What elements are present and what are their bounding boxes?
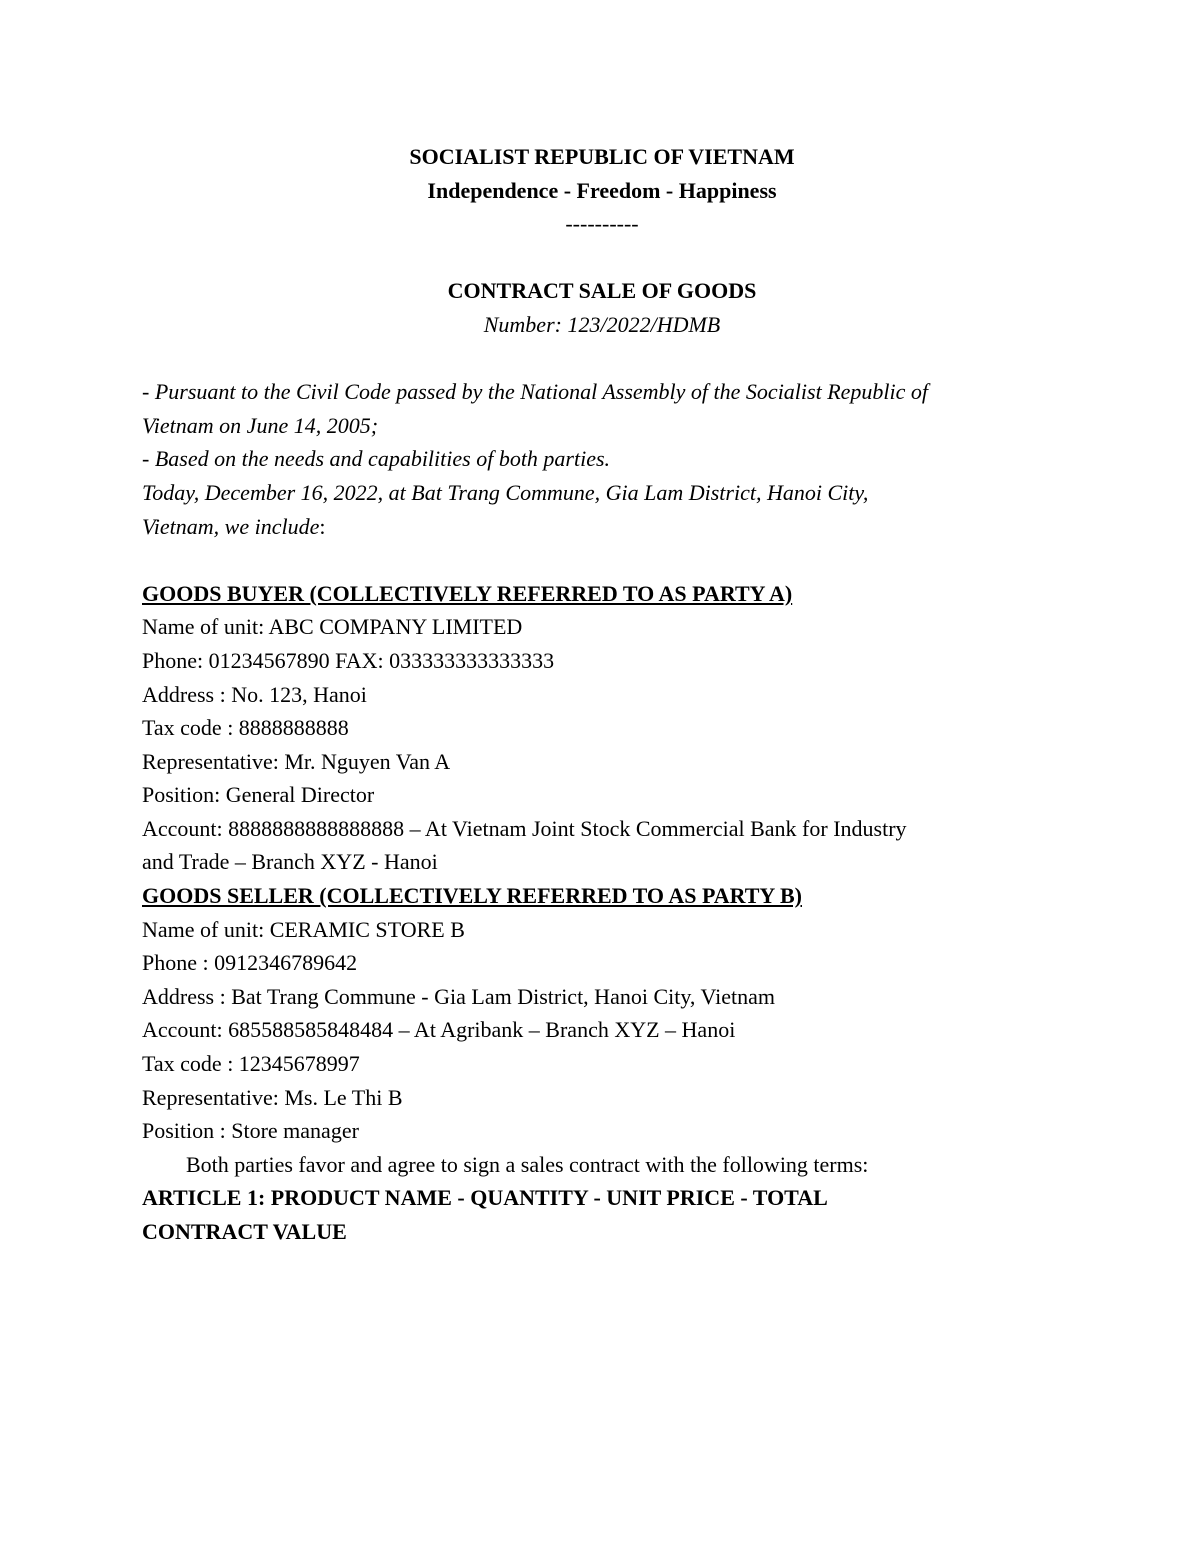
contract-document xyxy=(142,140,1062,1249)
national-motto: Independence - Freedom - Happiness xyxy=(427,177,777,203)
seller-heading: GOODS SELLER (COLLECTIVELY REFERRED TO AS PARTY B) xyxy=(142,883,802,909)
buyer-phone: Phone: 01234567890 FAX: 033333333333333 xyxy=(142,647,555,673)
buyer-tax-code: Tax code : 8888888888 xyxy=(142,715,349,741)
buyer-name: Name of unit: ABC COMPANY LIMITED xyxy=(142,614,523,640)
buyer-account: Account: 8888888888888888 – At Vietnam Joint Stock Commercial Bank for Industry xyxy=(142,815,907,841)
article-1-heading: ARTICLE 1: PRODUCT NAME - QUANTITY - UNIT PRICE - TOTAL xyxy=(142,1185,828,1211)
buyer-address: Address : No. 123, Hanoi xyxy=(142,681,367,707)
preamble-line: Today, December 16, 2022, at Bat Trang Commune, Gia Lam District, Hanoi City, xyxy=(142,479,869,505)
preamble-line: - Based on the needs and capabilities of both parties. xyxy=(142,446,611,472)
buyer-account-continued: and Trade – Branch XYZ - Hanoi xyxy=(142,849,438,875)
preamble-line xyxy=(142,510,1062,544)
article-1-heading-continued: CONTRACT VALUE xyxy=(142,1219,347,1244)
contract-number: Number: 123/2022/HDMB xyxy=(483,311,721,337)
seller-representative: Representative: Ms. Le Thi B xyxy=(142,1084,403,1110)
seller-tax-code: Tax code : 12345678997 xyxy=(142,1051,360,1077)
seller-name: Name of unit: CERAMIC STORE B xyxy=(142,916,465,942)
buyer-heading: GOODS BUYER (COLLECTIVELY REFERRED TO AS PARTY A) xyxy=(142,580,793,606)
contract-title: CONTRACT SALE OF GOODS xyxy=(447,278,757,304)
spacer xyxy=(142,543,1062,577)
preamble-line: Vietnam on June 14, 2005; xyxy=(142,412,379,438)
spacer xyxy=(142,241,1062,275)
seller-address: Address : Bat Trang Commune - Gia Lam District, Hanoi City, Vietnam xyxy=(142,983,775,1009)
country-heading: SOCIALIST REPUBLIC OF VIETNAM xyxy=(409,144,795,169)
agreement-statement: Both parties favor and agree to sign a sales contract with the following terms: xyxy=(186,1151,869,1177)
preamble-line: - Pursuant to the Civil Code passed by the National Assembly of the Socialist Republic of xyxy=(142,379,929,405)
preamble-colon: : xyxy=(319,513,326,539)
seller-position: Position : Store manager xyxy=(142,1118,359,1144)
seller-phone: Phone : 0912346789642 xyxy=(142,950,358,976)
seller-account: Account: 685588585848484 – At Agribank – Branch XYZ – Hanoi xyxy=(142,1017,736,1043)
buyer-representative: Representative: Mr. Nguyen Van A xyxy=(142,748,451,774)
spacer xyxy=(142,342,1062,376)
header-separator: ---------- xyxy=(565,211,639,237)
buyer-position: Position: General Director xyxy=(142,782,375,808)
preamble-line-text: Vietnam, we include xyxy=(142,513,320,539)
